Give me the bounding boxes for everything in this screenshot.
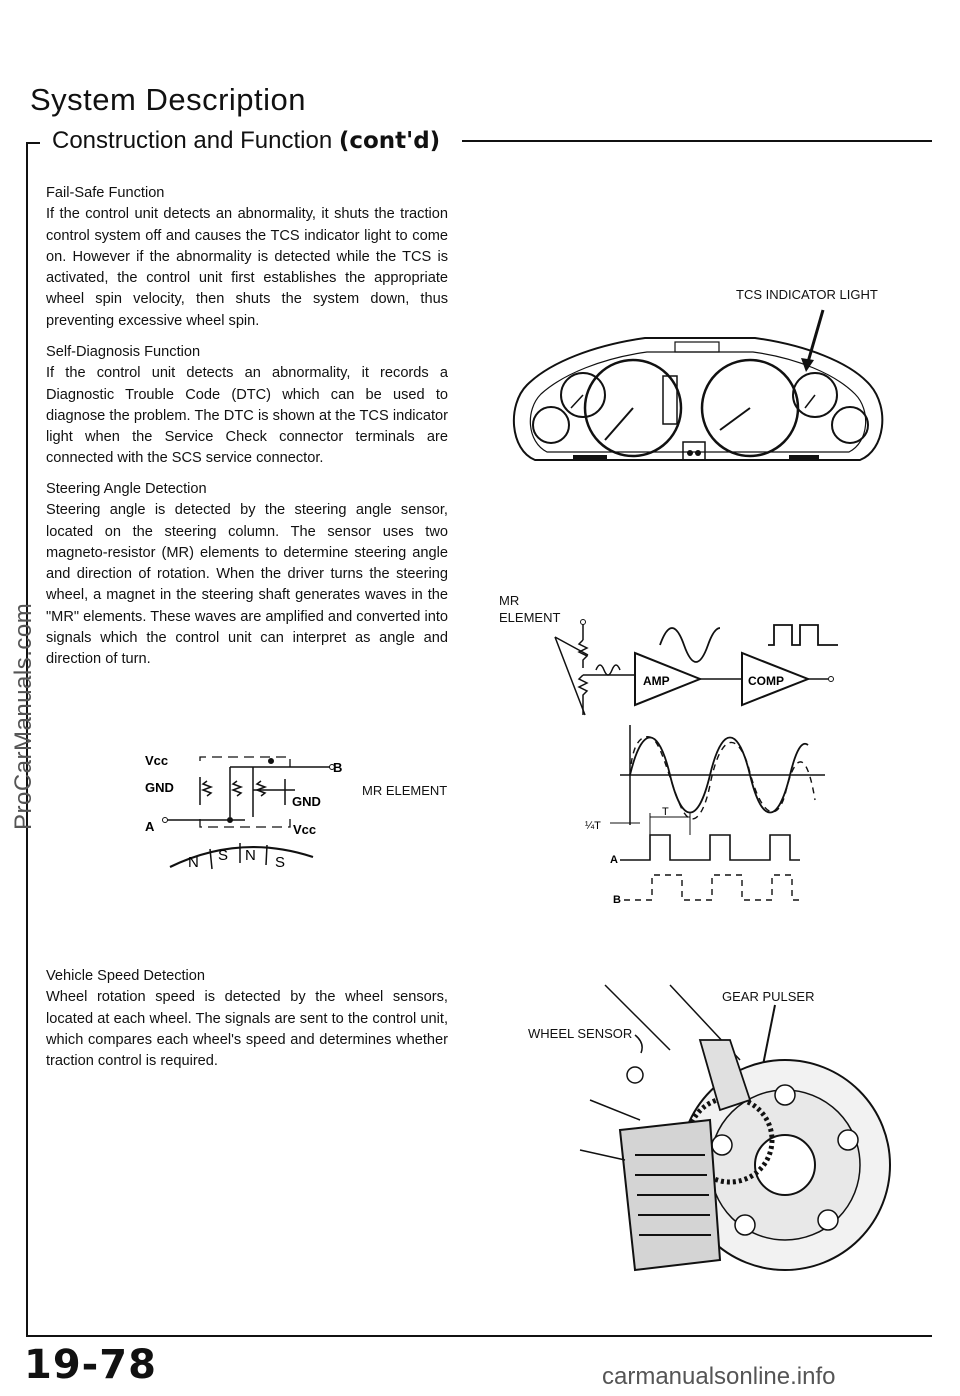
self-diagnosis-heading: Self-Diagnosis Function	[46, 344, 201, 360]
mr-signal-chain-figure	[530, 615, 850, 725]
gnd-left-label: GND	[145, 780, 174, 795]
mr-element-line2: ELEMENT	[499, 610, 561, 625]
self-diagnosis-section	[46, 342, 448, 470]
mr-element-line1: MR	[499, 593, 520, 608]
header-rule-right	[462, 140, 932, 142]
period-t-label: T	[662, 806, 669, 818]
vehicle-speed-body: Wheel rotation speed is detected by the wheel sensors, located at each wheel. The signals are sent to the control unit, which compares each wheel's speed and determines whether traction control is required.	[46, 989, 448, 1070]
fail-safe-body: If the control unit detects an abnormality, it shuts the traction control system off and causes the TCS indicator light to come on. However if the abnormality is detected while the TCS is activated, the control unit first establishes the appropriate wheel spin velocity, then shuts the system down, thus preventing excessive wheel spin.	[46, 206, 448, 329]
watermark-bottom: carmanualsonline.info	[602, 1363, 836, 1390]
comp-label: COMP	[748, 674, 784, 688]
steering-section	[46, 479, 448, 671]
amp-label: AMP	[643, 674, 670, 688]
magnet-pole-3: N	[245, 847, 256, 864]
gear-pulser-label: GEAR PULSER	[722, 989, 815, 1004]
vcc-top-label: Vcc	[145, 753, 169, 768]
wheel-sensor-figure	[580, 980, 890, 1290]
frame-bottom-rule	[26, 1335, 932, 1337]
gnd-right-label: GND	[292, 794, 321, 809]
vehicle-speed-section	[46, 966, 448, 1072]
fail-safe-heading: Fail-Safe Function	[46, 185, 165, 201]
terminal-b-label: B	[333, 760, 343, 775]
steering-heading: Steering Angle Detection	[46, 481, 207, 497]
tcs-indicator-label: TCS INDICATOR LIGHT	[736, 287, 878, 302]
page-number: 19-78	[24, 1342, 157, 1388]
wave-b-label: B	[613, 894, 621, 906]
section-subtitle	[52, 127, 440, 155]
magnet-pole-1: N	[188, 854, 199, 871]
wheel-sensor-label: WHEEL SENSOR	[528, 1026, 633, 1041]
wave-a-label: A	[610, 854, 618, 866]
header-rule-left-tick	[26, 142, 40, 144]
magnet-pole-4: S	[275, 854, 286, 871]
vcc-bottom-label: Vcc	[293, 822, 317, 837]
terminal-a-label: A	[145, 819, 155, 834]
mr-element-label-2: MR ELEMENT	[362, 783, 448, 798]
waveform-diagram	[580, 725, 840, 905]
vehicle-speed-heading: Vehicle Speed Detection	[46, 968, 206, 984]
magnet-pole-2: S	[218, 847, 229, 864]
page-title: System Description	[30, 82, 307, 117]
steering-body: Steering angle is detected by the steering angle sensor, located on the steering column. The sensor uses two magneto-resistor (MR) elements to determine steering angle and direction of rotation. When the driver turns the steering wheel, a magnet in the steering shaft generates waves in the "MR" elements. These waves are amplified and converted into signals which the control unit can interpret as angle and direction of turn.	[46, 502, 448, 668]
self-diagnosis-body: If the control unit detects an abnormality, it records a Diagnostic Trouble Code (DTC) which can be used to diagnose the problem. The DTC is shown at the TCS indicator light when the Service Check connector terminals are connected with the SCS service connector.	[46, 365, 448, 467]
quarter-period-label: ¼T	[585, 820, 601, 832]
mr-element-schematic	[145, 745, 365, 885]
subtitle-text: Construction and Function	[52, 127, 333, 154]
instrument-cluster-figure	[505, 300, 890, 470]
fail-safe-section	[46, 183, 448, 332]
watermark-side: ProCarManuals.com	[10, 602, 37, 830]
subtitle-suffix: (cont'd)	[338, 128, 441, 154]
